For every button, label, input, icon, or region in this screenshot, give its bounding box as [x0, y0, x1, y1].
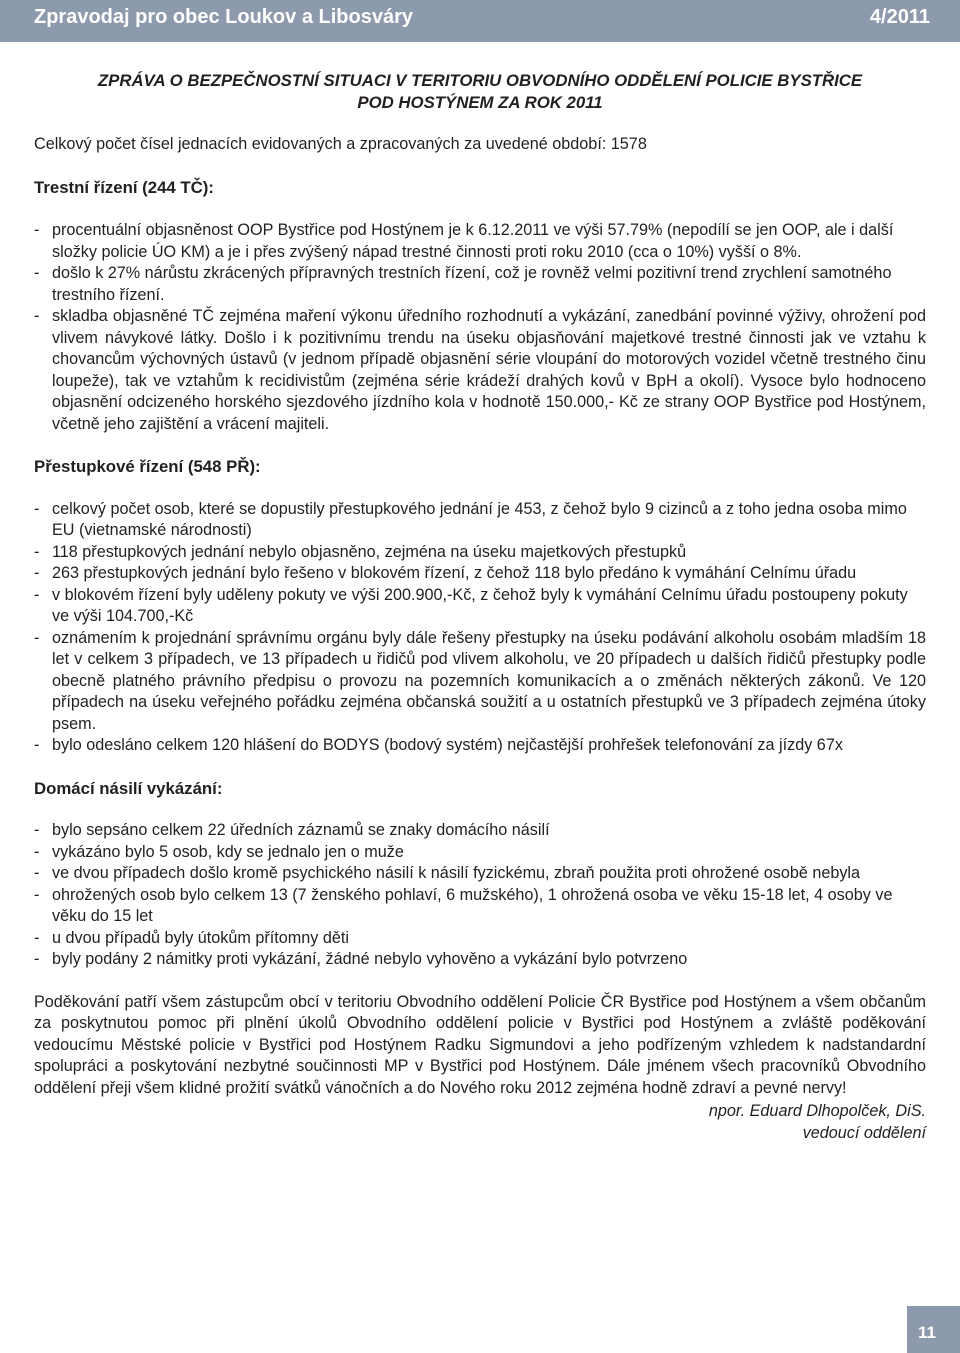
article — [34, 70, 926, 1144]
list-item: - v blokovém řízení byly uděleny pokuty ve výši 200.900,-Kč, z čehož byly k vymáhání Celnímu úřadu postoupeny pokuty ve výši 104.700,-Kč — [34, 585, 926, 628]
list-item: - u dvou případů byly útokům přítomny děti — [34, 928, 926, 950]
page-header — [0, 0, 960, 42]
misdemeanor-heading: Přestupkové řízení (548 PŘ): — [34, 457, 261, 476]
criminal-heading: Trestní řízení (244 TČ): — [34, 177, 214, 197]
acknowledgement-paragraph: Poděkování patří všem zástupcům obcí v teritoriu Obvodního oddělení Policie ČR Bystřice pod Hostýnem a všem občanům za poskytnutou pomoc při plnění úkolů Obvodního oddělení policie v Bystřici pod Hostýnem a zvláště poděkování vedoucímu Městské policie v Bystřici pod Hostýnem Radku Sigmundovi a jeho podřízeným vzhledem k nadstandardní spolupráci a poskytování nezbytné součinnosti MP v Bystřici pod Hostýnem. Dále jménem všech pracovníků Obvodního oddělení přeji všem klidné prožití svátků vánočních a do Nového roku 2012 zejména hodně zdraví a pevné nervy! — [34, 992, 926, 1097]
list-item: - byly podány 2 námitky proti vykázání, žádné nebylo vyhověno a vykázání bylo potvrzeno — [34, 949, 926, 971]
domestic-violence-list — [34, 820, 926, 971]
list-item: - bylo odesláno celkem 120 hlášení do BODYS (bodový systém) nejčastější prohřešek telefonování za jízdy 67x — [34, 735, 926, 757]
domestic-violence-heading: Domácí násilí vykázání: — [34, 778, 223, 798]
list-item: - došlo k 27% nárůstu zkrácených přípravných trestních řízení, což je rovněž velmi pozitivní trend zrychlení samotného trestního řízení. — [34, 263, 926, 306]
list-item: - bylo sepsáno celkem 22 úředních záznamů se znaky domácího násilí — [34, 820, 926, 842]
list-item: - 263 přestupkových jednání bylo řešeno v blokovém řízení, z čehož 118 bylo předáno k vymáhání Celnímu úřadu — [34, 563, 926, 585]
page-number: 11 — [918, 1323, 936, 1342]
list-item: - ve dvou případech došlo kromě psychického násilí k násilí fyzickému, zbraň použita proti ohrožené osobě nebyla — [34, 863, 926, 885]
article-title-line-2: POD HOSTÝNEM ZA ROK 2011 — [357, 92, 603, 112]
newsletter-title: Zpravodaj pro obec Loukov a Libosváry — [34, 6, 413, 28]
criminal-list — [34, 220, 926, 435]
intro-text: Celkový počet čísel jednacích evidovaných a zpracovaných za uvedené období: 1578 — [34, 135, 647, 153]
signature-name: npor. Eduard Dlhopolček, DiS. — [708, 1102, 926, 1120]
list-item: - skladba objasněné TČ zejména maření výkonu úředního rozhodnutí a vykázání, zanedbání povinné výživy, ohrožení pod vlivem návykové látky. Došlo i k pozitivnímu trendu na úseku objasňování majetkové trestné činnosti jak ve vztahu k chovancům výchovných ústavů (v jednom případě objasnění série vloupání do motorových vozidel včetně trestného činu loupeže), tak ve vztahům k recidivistům (zejména série krádeží drahých kovů v BpH a okolí). Vysoce bylo hodnoceno objasnění odcizeného horského sjezdového jízdního kola v hodnotě 150.000,- Kč ze strany OOP Bystřice pod Hostýnem, včetně jeho zajištění a vrácení majiteli. — [34, 306, 926, 435]
page-number-tab — [907, 1306, 960, 1353]
list-item: - vykázáno bylo 5 osob, kdy se jednalo jen o muže — [34, 842, 926, 864]
article-title — [34, 70, 926, 113]
list-item: - 118 přestupkových jednání nebylo objasněno, zejména na úseku majetkových přestupků — [34, 542, 926, 564]
signature — [34, 1101, 926, 1144]
list-item: - oznámením k projednání správnímu orgánu byly dále řešeny přestupky na úseku podávání alkoholu osobám mladším 18 let v celkem 3 případech, ve 13 případech u řidičů pod vlivem alkoholu, ve 20 případech u dalších řidičů přestupky podle obecně platného právního předpisu o provozu na pozemních komunikacích a o změnách některých zákonů. Ve 120 případech na úseku veřejného pořádku zejména občanská soužití a u ostatních přestupků ve 3 případech zejména útoky psem. — [34, 628, 926, 736]
list-item: - procentuální objasněnost OOP Bystřice pod Hostýnem je k 6.12.2011 ve výši 57.79% (nepodílí se jen OOP, ale i další složky policie ÚO KM) a je i přes zvýšený nápad trestné činnosti proti roku 2010 (cca o 10%) vyšší o 8%. — [34, 220, 926, 263]
misdemeanor-list — [34, 499, 926, 757]
signature-role: vedoucí oddělení — [802, 1123, 926, 1142]
list-item: - celkový počet osob, které se dopustily přestupkového jednání je 453, z čehož bylo 9 cizinců a z toho jedna osoba mimo EU (vietnamské národnosti) — [34, 499, 926, 542]
article-title-line-1: ZPRÁVA O BEZPEČNOSTNÍ SITUACI V TERITORIU OBVODNÍHO ODDĚLENÍ POLICIE BYSTŘICE — [97, 71, 863, 90]
issue-number: 4/2011 — [869, 6, 930, 28]
list-item: - ohrožených osob bylo celkem 13 (7 ženského pohlaví, 6 mužského), 1 ohrožená osoba ve věku 15-18 let, 4 osoby ve věku do 15 let — [34, 885, 926, 928]
